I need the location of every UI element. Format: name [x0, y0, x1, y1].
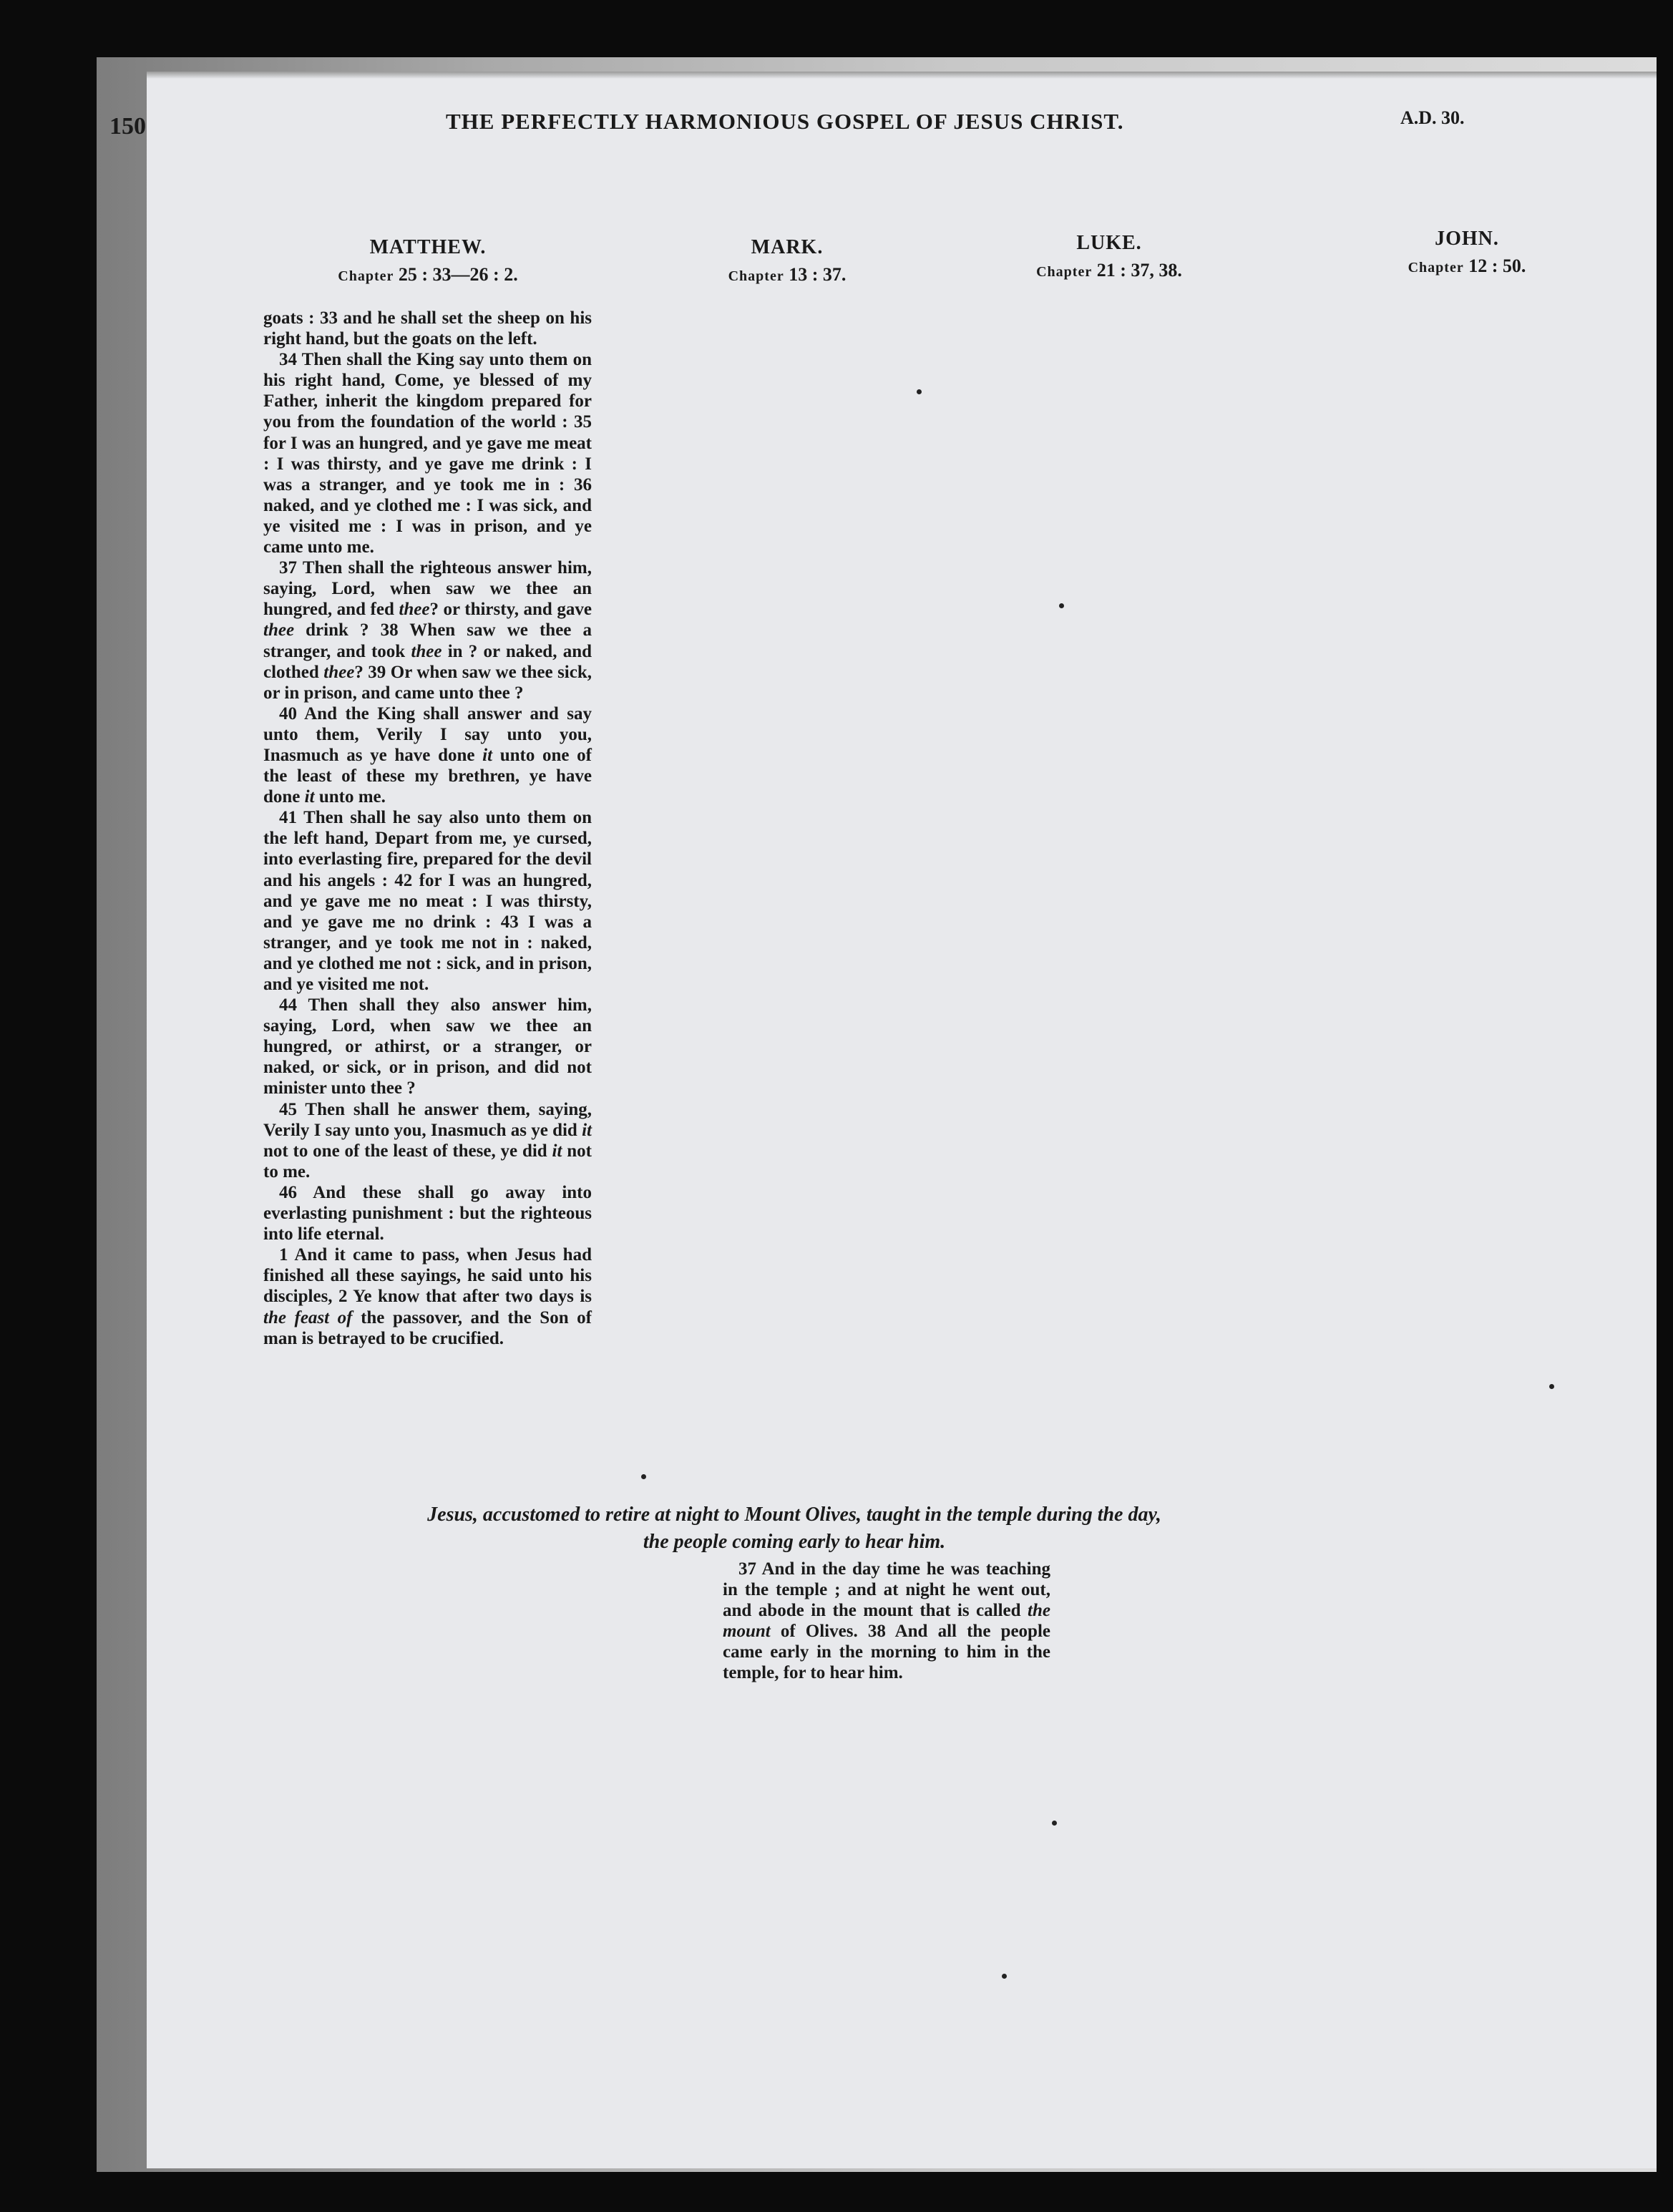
running-title: THE PERFECTLY HARMONIOUS GOSPEL OF JESUS CHRIST. — [446, 109, 1124, 134]
italic-phrase: the mount — [723, 1601, 1050, 1642]
column-head-luke — [973, 229, 1245, 285]
italic-word: it — [552, 1141, 562, 1161]
text-run: not to one of the least of these, ye did — [263, 1141, 552, 1161]
paragraph — [723, 1559, 1050, 1684]
chapter-reference — [1331, 253, 1603, 281]
text-run: 45 Then shall he answer them, saying, Verily I say unto you, Inasmuch as ye did — [263, 1099, 592, 1140]
paragraph: 41 Then shall he say also unto them on the left hand, Depart from me, ye cursed, into everlasting fire, prepared for the devil and his angels : 42 for I was an hungred, and ye gave me no meat : I was thirsty, and ye gave me no drink : 43 I was a stranger, and ye took me not in : naked, and ye clothed me not : sick, and in prison, and ye visited me not. — [263, 808, 592, 994]
text-run: unto one of the least of these my brethren, ye have done — [263, 745, 592, 807]
chapter-numbers: 13 : 37. — [789, 264, 847, 285]
gospel-name: MARK. — [751, 236, 824, 258]
text-run: unto me. — [314, 787, 386, 807]
chapter-numbers: 12 : 50. — [1468, 255, 1526, 276]
column-head-mark — [644, 233, 930, 289]
chapter-word: Chapter — [1036, 264, 1093, 280]
scan-speck — [917, 389, 922, 394]
italic-word: thee — [323, 662, 355, 682]
luke-column-text — [723, 1559, 1050, 1684]
italic-word: thee — [263, 620, 295, 640]
page-number: 150 — [109, 113, 146, 140]
era-label: A.D. 30. — [1400, 107, 1465, 128]
scan-speck — [1549, 1384, 1554, 1389]
scan-speck — [1059, 603, 1064, 608]
paragraph — [263, 703, 592, 807]
paragraph — [263, 557, 592, 703]
gospel-name: LUKE. — [1076, 232, 1142, 254]
paragraph: goats : 33 and he shall set the sheep on his right hand, but the goats on the left. — [263, 308, 592, 349]
chapter-reference — [644, 262, 930, 289]
chapter-word: Chapter — [728, 268, 784, 284]
matthew-column-text — [263, 308, 592, 1349]
text-run: ? 39 Or when saw we thee sick, or in prison, and came unto thee ? — [263, 662, 592, 703]
section-heading — [243, 1501, 1345, 1556]
text-run: 40 And the King shall answer and say unto them, Verily I say unto you, Inasmuch as ye have done — [263, 703, 592, 765]
italic-word: it — [582, 1120, 592, 1140]
text-run: ? or thirsty, and gave — [429, 600, 592, 620]
text-run: not to me. — [263, 1141, 592, 1181]
chapter-numbers: 21 : 37, 38. — [1096, 260, 1182, 281]
paragraph: 46 And these shall go away into everlasting punishment : but the righteous into life eternal. — [263, 1182, 592, 1244]
italic-phrase: the feast of — [263, 1307, 353, 1327]
chapter-numbers: 25 : 33—26 : 2. — [398, 264, 518, 285]
scan-speck — [1002, 1974, 1007, 1979]
italic-word: thee — [411, 641, 442, 661]
italic-word: it — [482, 745, 493, 765]
text-run: in ? or naked, and clothed — [263, 641, 592, 682]
italic-word: it — [304, 787, 315, 807]
paragraph — [263, 1244, 592, 1348]
scan-speck — [1052, 1821, 1057, 1826]
text-run: drink ? 38 When saw we thee a stranger, and took — [263, 620, 592, 661]
section-heading-line: the people coming early to hear him. — [643, 1531, 946, 1553]
chapter-word: Chapter — [338, 268, 394, 284]
paragraph: 44 Then shall they also answer him, saying, Lord, when saw we thee an hungred, or athirst, or a stranger, or naked, or sick, or in prison, and did not minister unto thee ? — [263, 995, 592, 1098]
chapter-word: Chapter — [1408, 260, 1464, 276]
column-head-matthew — [278, 233, 578, 289]
chapter-reference — [973, 258, 1245, 285]
scan-speck — [641, 1474, 646, 1479]
text-run: of Olives. 38 And all the people came early in the morning to him in the temple, for to hear him. — [723, 1622, 1050, 1683]
text-run: the passover, and the Son of man is betrayed to be crucified. — [263, 1307, 592, 1348]
column-head-john — [1331, 225, 1603, 281]
section-heading-line: Jesus, accustomed to retire at night to Mount Olives, taught in the temple during the day, — [427, 1504, 1161, 1526]
text-run: 37 And in the day time he was teaching in the temple ; and at night he went out, and abode in the mount that is called — [723, 1559, 1050, 1621]
chapter-reference — [278, 262, 578, 289]
paragraph — [263, 1099, 592, 1182]
text-run: 37 Then shall the righteous answer him, saying, Lord, when saw we thee an hungred, and fed — [263, 558, 592, 620]
text-run: 1 And it came to pass, when Jesus had finished all these sayings, he said unto his disciples, 2 Ye know that after two days is — [263, 1245, 592, 1307]
gospel-name: MATTHEW. — [369, 236, 487, 258]
gospel-name: JOHN. — [1435, 228, 1499, 250]
italic-word: thee — [399, 600, 430, 620]
paragraph: 34 Then shall the King say unto them on his right hand, Come, ye blessed of my Father, inherit the kingdom prepared for you from the foundation of the world : 35 for I was an hungred, and ye gave me meat : I was thirsty, and ye gave me drink : I was a stranger, and ye took me in : 36 naked, and ye clothed me : I was sick, and ye visited me : I was in prison, and ye came unto me. — [263, 350, 592, 557]
